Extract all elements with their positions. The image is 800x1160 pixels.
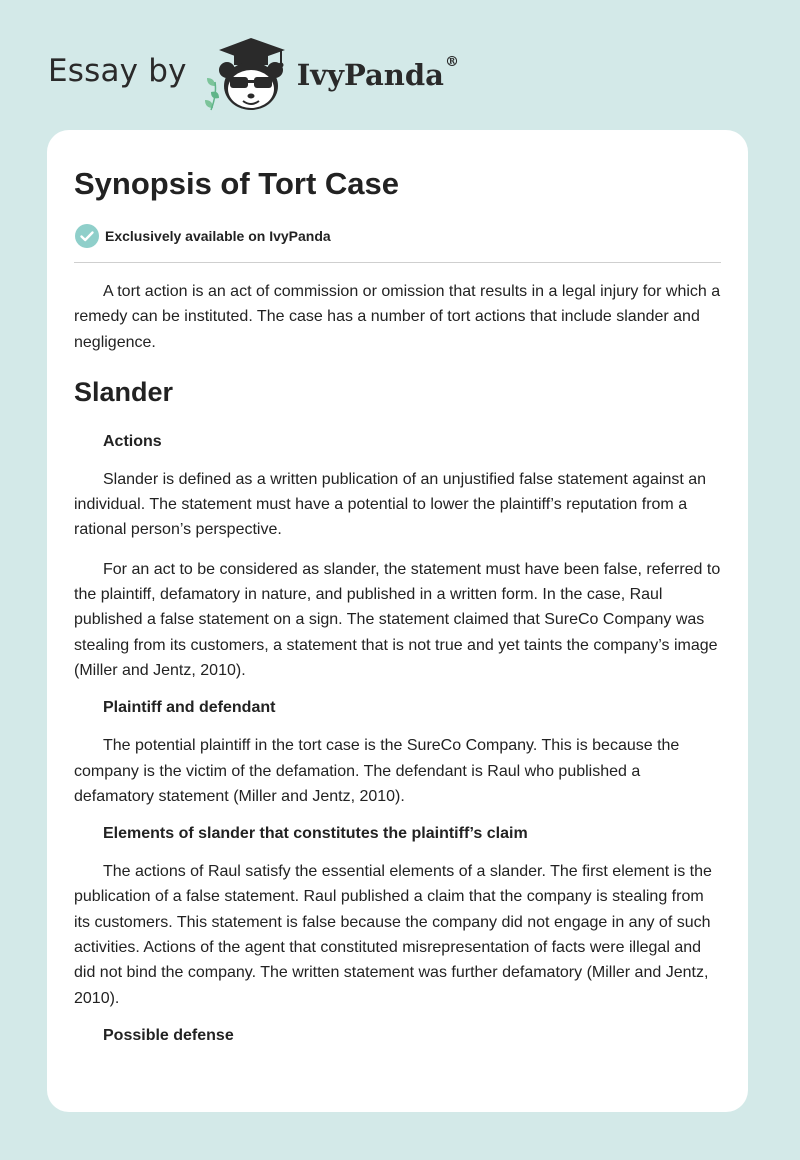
exclusive-badge-text: Exclusively available on IvyPanda: [105, 228, 331, 244]
brand-prefix: Essay by: [48, 53, 187, 89]
subheading-plaintiff-defendant: Plaintiff and defendant: [103, 699, 276, 717]
subheading-elements: Elements of slander that constitutes the plaintiff’s claim: [103, 825, 528, 843]
parties-paragraph: The potential plaintiff in the tort case is the SureCo Company. This is because the company is the victim of the defamation. The defendant is Raul who published a defamatory statement (Miller and Jentz, 2010).: [74, 737, 680, 805]
site-brand[interactable]: [48, 34, 459, 114]
subheading-actions: Actions: [103, 432, 162, 450]
article-title: Synopsis of Tort Case: [74, 166, 399, 201]
section-heading-slander: Slander: [74, 376, 174, 407]
subheading-possible-defense: Possible defense: [103, 1026, 234, 1044]
title-divider: [74, 262, 721, 263]
exclusive-badge: [74, 223, 721, 249]
check-circle-icon: [74, 223, 100, 249]
panda-logo-icon: [201, 34, 293, 114]
brand-name: [296, 54, 459, 92]
registered-mark: ®: [444, 54, 459, 70]
intro-paragraph: A tort action is an act of commission or omission that results in a legal injury for which a remedy can be instituted. The case has a number of tort actions that include slander and negligence.: [74, 283, 721, 351]
brand-name-text: IvyPanda: [296, 58, 444, 92]
actions-paragraph-2: For an act to be considered as slander, the statement must have been false, referred to the plaintiff, defamatory in nature, and published in a written form. In the case, Raul published a false statement on a sign. The statement claimed that SureCo Company was stealing from its customers, a statement that is not true and yet taints the company’s image (Miller and Jentz, 2010).: [74, 560, 721, 679]
actions-paragraph-1: Slander is defined as a written publication of an unjustified false statement against an individual. The statement must have a potential to lower the plaintiff’s reputation from a rational person’s perspective.: [74, 470, 707, 539]
article-card: [47, 130, 748, 1112]
elements-paragraph: The actions of Raul satisfy the essential elements of a slander. The first element is the publication of a false statement. Raul published a claim that the company is stealing from its customers. This statement is false because the company did not engage in any of such activities. Actions of the agent that constituted misrepresentation of facts were illegal and did not bind the company. The written statement was further defamatory (Miller and Jentz, 2010).: [74, 863, 712, 1007]
